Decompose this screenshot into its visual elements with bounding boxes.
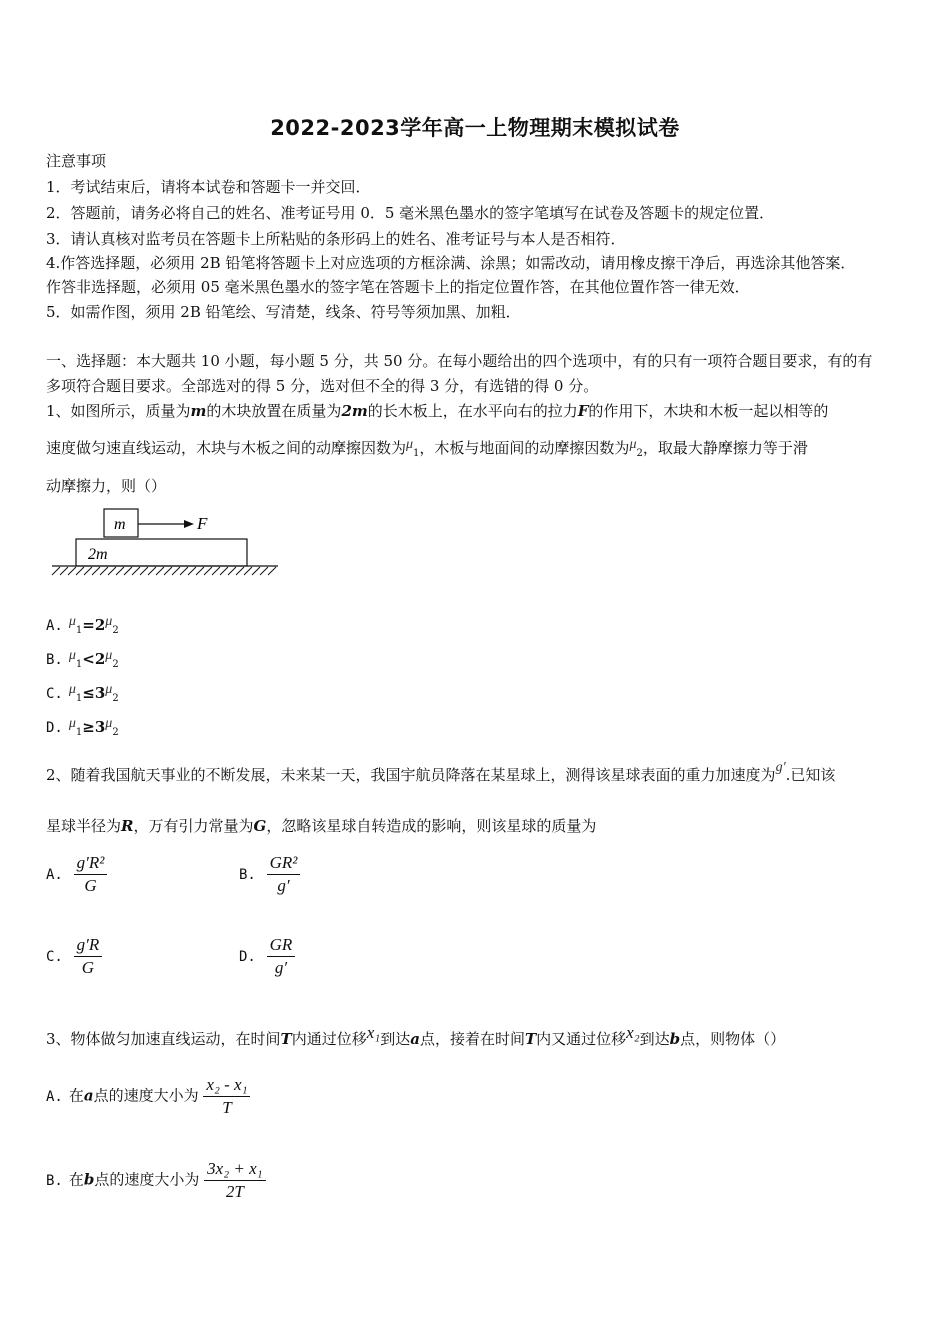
q1-line2: 速度做匀速直线运动，木块与木板之间的动摩擦因数为$\mu_1$，木板与地面间的动摩擦因数为$\mu_2$，取最大静摩擦力等于滑	[46, 437, 808, 459]
ground-hatch	[52, 567, 276, 575]
q1-block-diagram	[46, 505, 286, 585]
q2-option-a-fraction: $\frac{\text{g′R²}}{G}$	[74, 852, 108, 897]
q1-option-c[interactable]: C. $\mu_1\le 3\mu_2$	[46, 682, 119, 704]
notice-item-5: 5．如需作图，须用 2B 铅笔绘、写清楚，线条、符号等须加黑、加粗．	[46, 303, 521, 321]
notice-item-4: 4.作答选择题，必须用 2B 铅笔将答题卡上对应选项的方框涂满、涂黑；如需改动，请用橡皮擦干净后，再选涂其他答案．	[46, 254, 856, 272]
page-title: 2022-2023学年高一上物理期末模拟试卷	[270, 116, 680, 140]
q3-line1: 3、物体做匀加速直线运动，在时间T内通过位移x₁到达a点，接着在时间T内又通过位移x₂到达b点，则物体（）	[46, 1023, 786, 1048]
section1-intro-line1: 一、选择题：本大题共 10 小题，每小题 5 分，共 50 分。在每小题给出的四个选项中，有的只有一项符合题目要求，有的有	[46, 352, 873, 370]
q3-option-b[interactable]: B. 在b点的速度大小为 $\frac{\text{3x₂ + x₁}}{2T}$	[46, 1158, 266, 1203]
q3-option-b-fraction: $\frac{\text{3x₂ + x₁}}{2T}$	[204, 1158, 265, 1203]
q2-option-d-fraction: $\frac{GR}{g'}$	[267, 934, 296, 979]
block-small-label: m	[114, 516, 126, 533]
q2-option-c-fraction: $\frac{g'R}{G}$	[74, 934, 103, 979]
q2-option-d[interactable]: D. $\frac{GR}{g'}$	[239, 934, 295, 979]
q2-line1: 2、随着我国航天事业的不断发展，未来某一天，我国宇航员降落在某星球上，测得该星球表面的重力加速度为g′.已知该	[46, 760, 836, 784]
section1-intro-line2: 多项符合题目要求。全部选对的得 5 分，选对但不全的得 3 分，有选错的得 0 分。	[46, 377, 599, 395]
q2-option-a[interactable]: A. $\frac{\text{g′R²}}{G}$	[46, 852, 107, 897]
q2-line2: 星球半径为R，万有引力常量为G，忽略该星球自转造成的影响，则该星球的质量为	[46, 817, 597, 835]
force-label: F	[197, 514, 208, 533]
notice-item-3: 3．请认真核对监考员在答题卡上所粘贴的条形码上的姓名、准考证号与本人是否相符．	[46, 230, 626, 248]
q1-option-a[interactable]: A. $\mu_1=2\mu_2$	[46, 614, 119, 636]
force-arrow-head	[184, 520, 194, 528]
q3-option-a[interactable]: A. 在a点的速度大小为 $\frac{\text{x₂ - x₁}}{T}$	[46, 1074, 250, 1119]
q1-option-d[interactable]: D. $\mu_1\ge 3\mu_2$	[46, 716, 119, 738]
q2-option-c[interactable]: C. $\frac{g'R}{G}$	[46, 934, 102, 979]
block-board-label: 2m	[88, 546, 108, 563]
q1-line1: 1、如图所示，质量为m的木块放置在质量为2m的长木板上，在水平向右的拉力F的作用下，木块和木板一起以相等的	[46, 402, 829, 420]
q1-option-b[interactable]: B. $\mu_1<2\mu_2$	[46, 648, 119, 670]
q2-option-b[interactable]: B. $\frac{\text{GR²}}{g'}$	[239, 852, 300, 897]
notice-item-4-cont: 作答非选择题，必须用 05 毫米黑色墨水的签字笔在答题卡上的指定位置作答，在其他位置作答一律无效．	[46, 278, 750, 296]
notice-item-2: 2．答题前，请务必将自己的姓名、准考证号用 0．5 毫米黑色墨水的签字笔填写在试卷及答题卡的规定位置．	[46, 204, 775, 222]
q3-option-a-fraction: $\frac{\text{x₂ - x₁}}{T}$	[203, 1074, 250, 1119]
q1-line3: 动摩擦力，则（）	[46, 477, 167, 495]
notice-heading: 注意事项	[46, 152, 107, 170]
notice-item-1: 1．考试结束后，请将本试卷和答题卡一并交回．	[46, 178, 371, 196]
q2-option-b-fraction: $\frac{\text{GR²}}{g'}$	[267, 852, 301, 897]
